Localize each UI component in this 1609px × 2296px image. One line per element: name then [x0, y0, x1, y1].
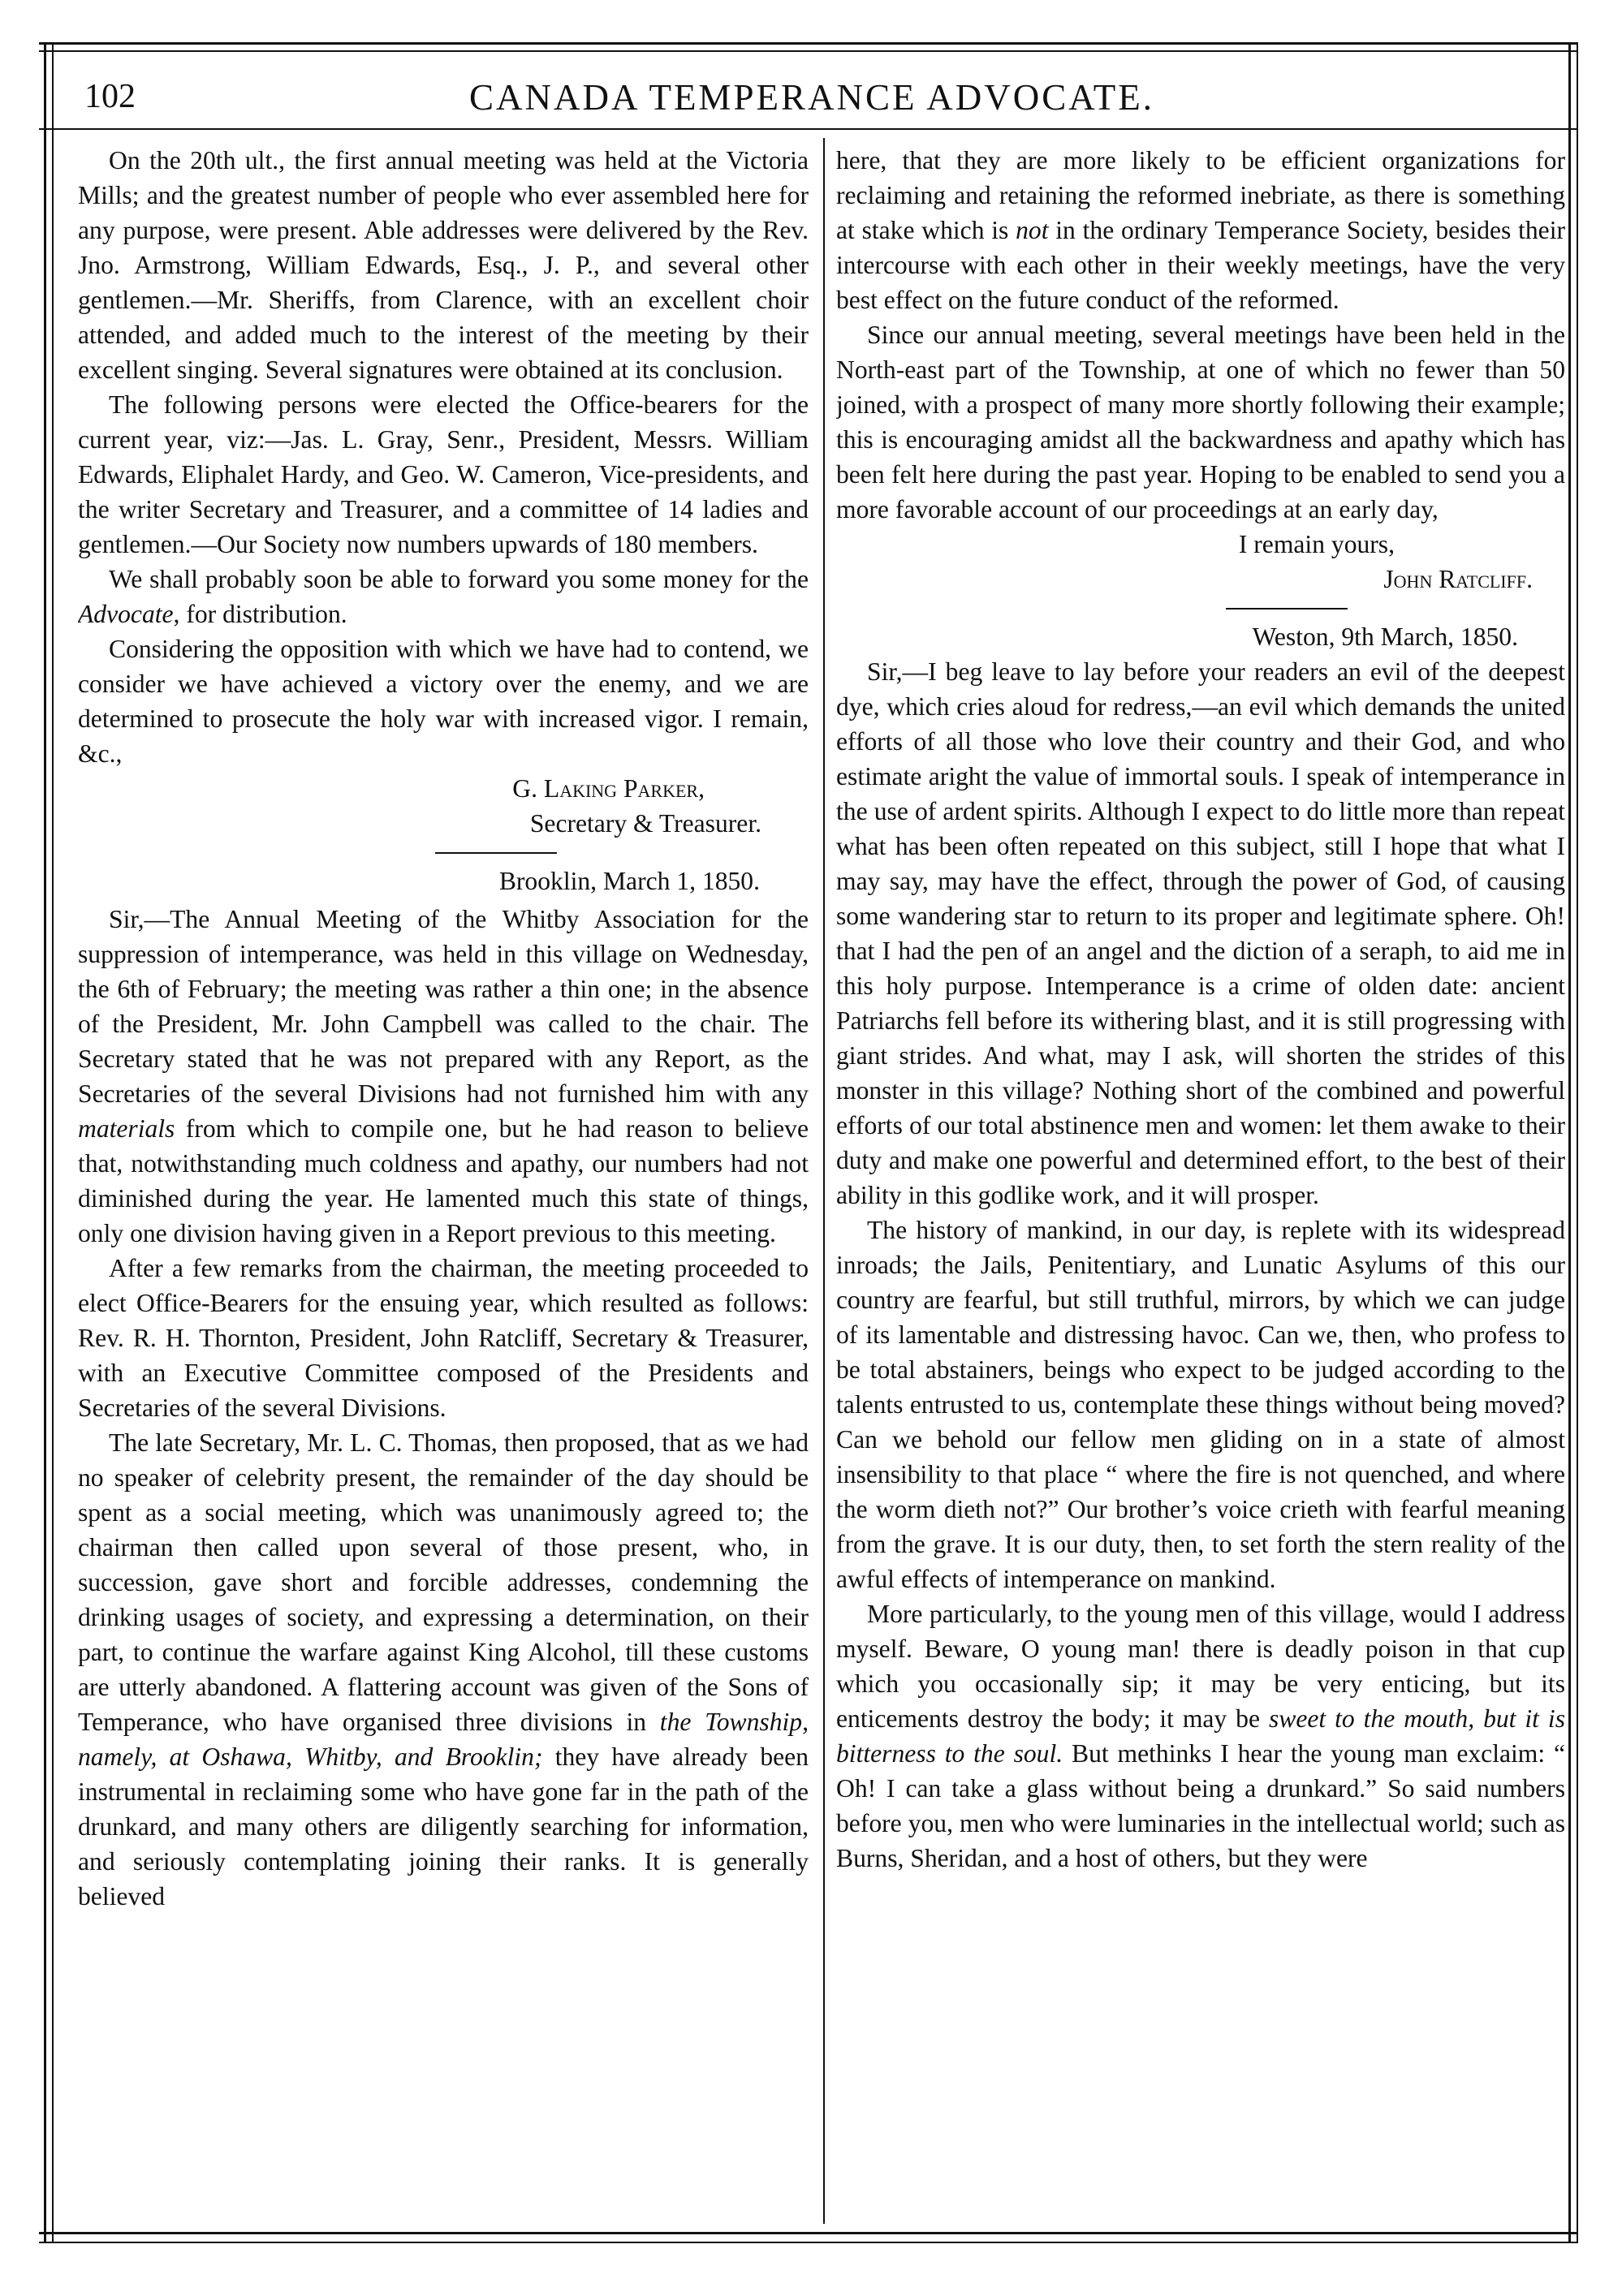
text-run: Sir,—The Annual Meeting of the Whitby Association for the suppression of intemperance, was held in this village on Wednesday, the 6th of February; the meeting was rather a thin one; in the absence of the President, Mr. John Campbell was called to the chair. The Secretary stated that he was not prepared with any Report, as the Secretaries of the several Divisions had not furnished him with any	[78, 905, 809, 1108]
paragraph: On the 20th ult., the first annual meeting was held at the Victoria Mills; and the greatest number of people who ever assembled here for any purpose, were present. Able addresses were delivered by the Rev. Jno. Armstrong, William Edwards, Esq., J. P., and several other gentlemen.—Mr. Sheriffs, from Clarence, with an excellent choir attended, and added much to the interest of the meeting by their excellent singing. Several signatures were obtained at its conclusion.	[78, 146, 809, 384]
column-divider	[823, 138, 825, 2224]
signature-name	[836, 562, 1565, 597]
right-column	[836, 143, 1565, 2221]
dateline: Brooklin, March 1, 1850.	[498, 867, 760, 895]
section-divider	[435, 852, 557, 854]
text-run: We shall probably soon be able to forward you some money for the	[109, 565, 809, 593]
bottom-border-rule-outer	[39, 2242, 1578, 2243]
text-run: , for distribution.	[173, 600, 347, 628]
paragraph: After a few remarks from the chairman, the meeting proceeded to elect Office-Bearers for the ensuing year, which resulted as follows: Rev. R. H. Thornton, President, John Ratcliff, Secretary & Treasurer, with an Executive Committee composed of the Presidents and Secretaries of the several Divisions.	[78, 1254, 809, 1422]
italic-text: materials	[78, 1114, 175, 1143]
paragraph	[78, 1425, 809, 1914]
paragraph: Sir,—I beg leave to lay before your readers an evil of the deepest dye, which cries aloud for redress,—an evil which demands the united efforts of all those who love their country and their God, and who estimate aright the value of immortal souls. I speak of intemperance in the use of ardent spirits. Although I expect to do little more than repeat what has been often repeated on this subject, still I hope that what I may say, may have the effect, through the power of God, of causing some wandering star to return to its proper and legitimate sphere. Oh! that I had the pen of an angel and the diction of a seraph, to aid me in this holy purpose. Intemperance is a crime of olden date: ancient Patriarchs fell before its withering blast, and it is still progressing with giant strides. And what, may I ask, will shorten the strides of this monster in this village? Nothing short of the combined and powerful efforts of our total abstinence men and women: let them awake to their duty and make one powerful and determined effort, to the best of their ability in this godlike work, and it will prosper.	[836, 657, 1565, 1209]
paragraph: Since our annual meeting, several meetings have been held in the North-east part of the Township, at one of which no fewer than 50 joined, with a prospect of many more shortly following their example; this is encouraging amidst all the backwardness and apathy which has been felt here during the past year. Hoping to be enabled to send you a more favorable account of our proceedings at an early day,	[836, 321, 1565, 523]
paragraph: The history of mankind, in our day, is replete with its widespread inroads; the Jails, Penitentiary, and Lunatic Asylums of this our country are fearful, but still truthful, mirrors, by which we can judge of its lamentable and distressing havoc. Can we, then, who profess to be total abstainers, beings who expect to be judged according to the talents entrusted to us, contemplate these things without being moved? Can we behold our fellow men gliding on in a state of almost insensibility to that place “ where the fire is not quenched, and where the worm dieth not?” Our brother’s voice crieth with fearful meaning from the grave. It is our duty, then, to set forth the stern reality of the awful effects of intemperance on mankind.	[836, 1216, 1565, 1593]
paragraph	[78, 562, 809, 631]
page-number: 102	[84, 78, 136, 115]
right-border-rule	[1577, 42, 1578, 2243]
paragraph	[78, 902, 809, 1251]
paragraph: The following persons were elected the Office-bearers for the current year, viz:—Jas. L. Gray, Senr., President, Messrs. William Edwards, Eliphalet Hardy, and Geo. W. Cameron, Vice-presidents, and the writer Secretary and Treasurer, and a committee of 14 ladies and gentlemen.—Our Society now numbers upwards of 180 members.	[78, 390, 809, 558]
text-run: from which to compile one, but he had reason to believe that, notwithstanding much coldness and apathy, our numbers had not diminished during the year. He lamented much this state of things, only one division having given in a Report previous to this meeting.	[78, 1114, 809, 1247]
top-border-rule	[39, 42, 1578, 45]
left-column	[78, 143, 809, 2221]
italic-text: the Township, namely, at Oshawa, Whitby, and Brooklin;	[78, 1708, 809, 1771]
running-title: CANADA TEMPERANCE ADVOCATE.	[469, 77, 1154, 118]
text-run: in the ordinary Temperance Society, besides their intercourse with each other in their weekly meetings, have the very best effect on the future conduct of the reformed.	[836, 216, 1565, 314]
signature-text: G. Laking Parker,	[512, 774, 705, 803]
italic-text: Advocate	[78, 600, 174, 628]
bottom-border-rule	[39, 2232, 1578, 2234]
left-border-rule	[44, 42, 46, 2243]
text-run: they have already been instrumental in reclaiming some who have gone far in the path of the drunkard, and many others are diligently searching for information, and seriously contemplating joining their ranks. It is generally believed	[78, 1742, 809, 1910]
text-run: More particularly, to the young men of this village, would I address myself. Beware, O young man! there is deadly poison in that cup which you occasionally sip; it may be very enticing, but its enticements destroy the body; it may be	[836, 1600, 1565, 1733]
italic-text: sweet to the mouth, but it is bitterness to the soul.	[836, 1704, 1565, 1768]
paragraph	[836, 1596, 1565, 1876]
dateline: Weston, 9th March, 1850.	[1252, 622, 1518, 651]
text-run: here, that they are more likely to be efficient organizations for reclaiming and retaining the reformed inebriate, as there is something at stake which is	[836, 146, 1565, 244]
paragraph: Considering the opposition with which we have had to contend, we consider we have achieved a victory over the enemy, and we are determined to prosecute the holy war with increased vigor. I remain, &c.,	[78, 635, 809, 768]
section-divider	[1226, 608, 1348, 610]
text-run: The late Secretary, Mr. L. C. Thomas, then proposed, that as we had no speaker of celebrity present, the remainder of the day should be spent as a social meeting, which was unanimously agreed to; the chairman then called upon several of those present, who, in succession, gave short and forcible addresses, condemning the drinking usages of society, and expressing a determination, on their part, to continue the warfare against King Alcohol, till these customs are utterly abandoned. A flattering account was given of the Sons of Temperance, who have organised three divisions in	[78, 1428, 809, 1736]
text-run: But methinks I hear the young man exclaim: “ Oh! I can take a glass without being a drunkard.” So said numbers before you, men who were luminaries in the intellectual world; such as Burns, Sheridan, and a host of others, but they were	[836, 1739, 1565, 1872]
signature-text: John Ratcliff.	[1383, 565, 1533, 593]
left-border-rule-inner	[52, 42, 54, 2243]
paragraph	[836, 143, 1565, 317]
header-rule	[39, 128, 1578, 130]
italic-text: not	[1016, 216, 1049, 244]
right-border-rule-inner	[1568, 42, 1571, 2243]
signature-name	[78, 771, 761, 806]
top-border-rule-inner	[39, 50, 1578, 52]
signature-title: Secretary & Treasurer.	[529, 809, 761, 838]
closing-line: I remain yours,	[1238, 530, 1395, 558]
